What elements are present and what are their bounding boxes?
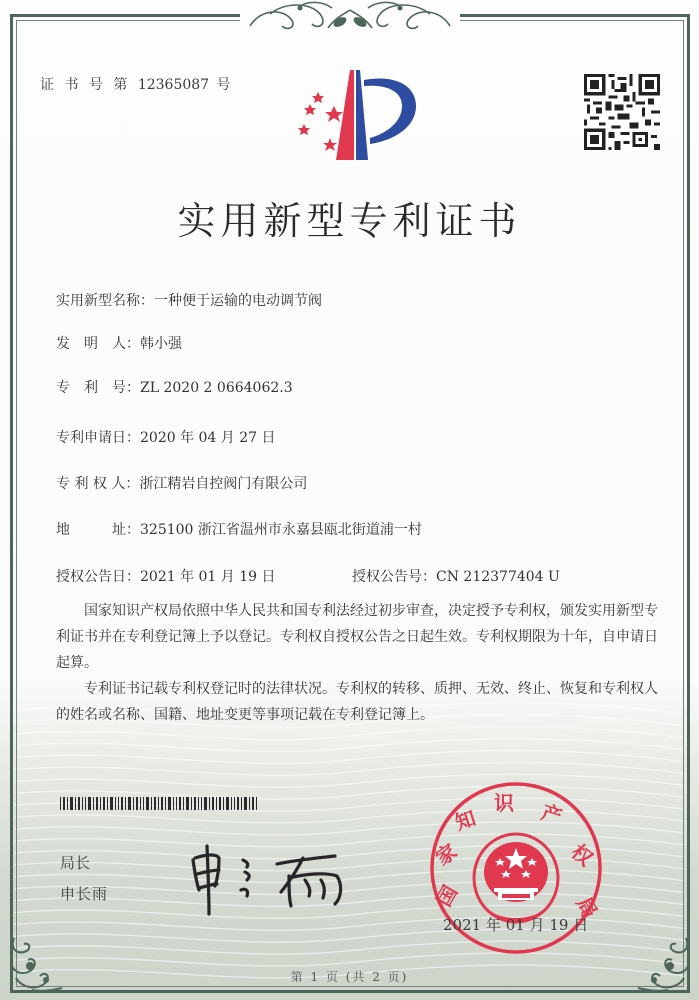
field-patentee <box>56 473 307 493</box>
field-value: CN 212377404 U <box>436 569 560 585</box>
certificate-title: 实用新型专利证书 <box>177 199 522 243</box>
qr-code-icon[interactable] <box>584 74 660 150</box>
field-label: 地 址： <box>56 522 140 538</box>
field-label: 专 利 号： <box>56 380 140 396</box>
page-indicator: 第 1 页 (共 2 页) <box>290 970 409 984</box>
field-label: 专 利 权 人： <box>56 476 140 492</box>
field-label: 实用新型名称： <box>56 293 154 309</box>
certificate-number-prefix: 证 书 号 第 <box>40 77 131 93</box>
svg-text:识: 识 <box>494 791 514 815</box>
field-label: 授权公告日： <box>56 569 140 585</box>
bottom-left-ornament-icon <box>6 934 66 994</box>
body-paragraph-1: 国家知识产权局依照中华人民共和国专利法经过初步审查，决定授予专利权，颁发实用新型专利证书并在专利登记簿上予以登记。专利权自授权公告之日起生效。专利权期限为十年，自申请日起算。 <box>56 603 658 671</box>
signature-icon <box>185 840 355 920</box>
field-value: 韩小强 <box>140 336 182 352</box>
field-grant-date <box>56 566 276 586</box>
field-value: 2021 年 01 月 19 日 <box>140 569 276 585</box>
field-value: 一种便于运输的电动调节阀 <box>154 293 322 309</box>
field-label: 授权公告号： <box>352 569 436 585</box>
seal-date: 2021 年 01 月 19 日 <box>443 916 589 934</box>
cnipa-logo-icon <box>296 68 424 164</box>
svg-text:权: 权 <box>566 839 598 871</box>
certificate-number-value: 12365087 <box>137 77 210 93</box>
field-patent-number <box>56 377 293 397</box>
field-label: 专利申请日： <box>56 430 140 446</box>
body-paragraph-2: 专利证书记载专利权登记时的法律状况。专利权的转移、质押、无效、终止、恢复和专利权人的姓名或名称、国籍、地址变更等事项记载在专利登记簿上。 <box>56 681 658 723</box>
field-address <box>56 519 422 539</box>
field-value: 2020 年 04 月 27 日 <box>140 430 276 446</box>
field-filing-date <box>56 427 276 447</box>
top-ornament-icon <box>240 0 460 36</box>
bottom-right-ornament-icon <box>634 934 694 994</box>
svg-text:家: 家 <box>431 838 462 871</box>
director-title: 局长 <box>60 854 91 872</box>
field-utility-model-name <box>56 290 322 310</box>
certificate-number <box>40 74 234 94</box>
field-value: 325100 浙江省温州市永嘉县瓯北街道浦一村 <box>140 522 422 538</box>
field-value: 浙江精岩自控阀门有限公司 <box>139 476 308 492</box>
field-inventor <box>56 333 182 353</box>
certificate-body-text <box>56 598 666 728</box>
field-value: ZL 2020 2 0664062.3 <box>140 380 293 396</box>
svg-text:知: 知 <box>452 805 479 835</box>
svg-text:产: 产 <box>538 799 565 829</box>
certificate-number-suffix: 号 <box>216 77 234 93</box>
svg-text:国: 国 <box>431 881 463 911</box>
barcode-icon <box>60 797 257 810</box>
field-grant-number <box>352 566 560 586</box>
svg-text:局: 局 <box>571 893 603 923</box>
director-name: 申长雨 <box>60 885 109 903</box>
field-label: 发 明 人： <box>56 336 140 352</box>
